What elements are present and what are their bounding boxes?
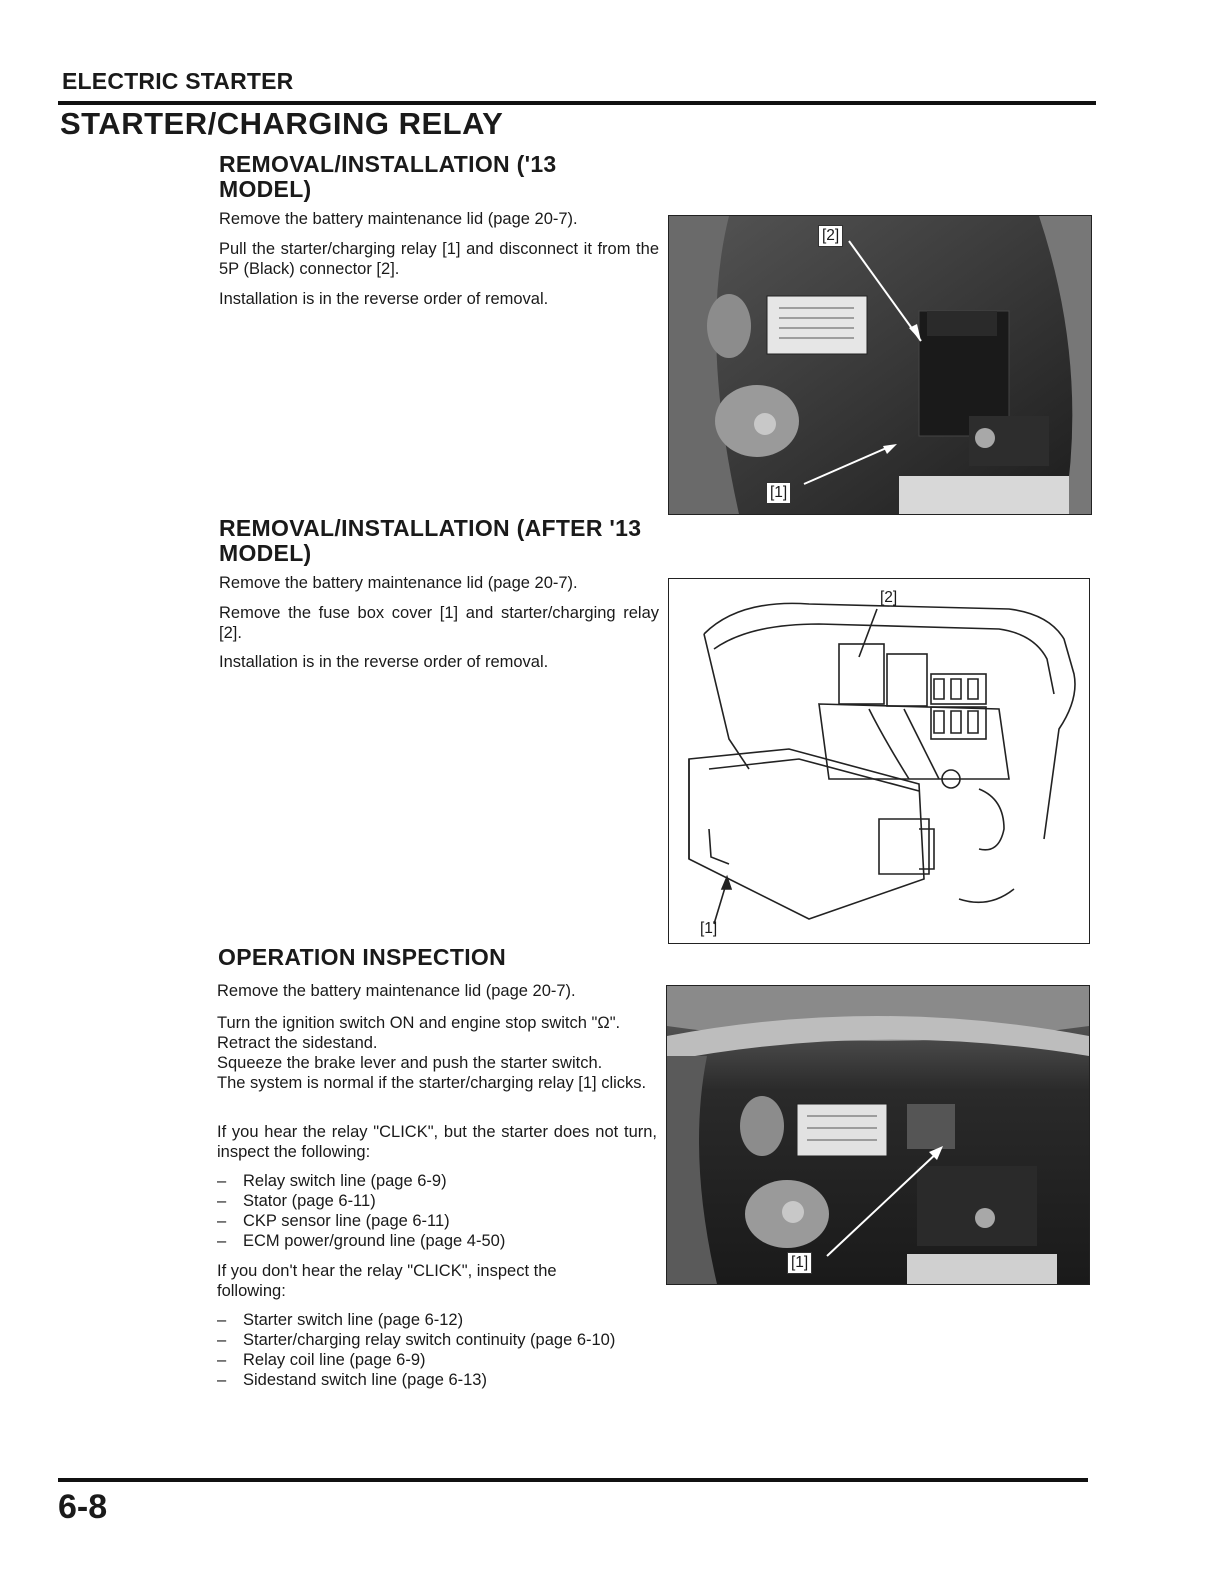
inspection-list-click: [217, 1171, 657, 1251]
paragraph: Squeeze the brake lever and push the starter switch.: [217, 1054, 603, 1072]
paragraph: Turn the ignition switch ON and engine stop switch "Ω".: [217, 1014, 621, 1032]
photo-operation-inspection: [666, 985, 1090, 1285]
callout-fuse-box-cover: [1]: [700, 920, 718, 937]
list-item: – Stator (page 6-11): [217, 1191, 657, 1211]
section-header: ELECTRIC STARTER: [62, 68, 294, 94]
list-item: – Starter switch line (page 6-12): [217, 1310, 677, 1330]
callout-connector: [2]: [818, 225, 843, 247]
heading-removal-13: REMOVAL/INSTALLATION ('13 MODEL): [219, 151, 557, 202]
page-number: 6-8: [58, 1488, 108, 1526]
heading-operation-inspection: OPERATION INSPECTION: [218, 944, 506, 970]
paragraph: If you hear the relay "CLICK", but the starter does not turn, inspect the following:: [217, 1123, 657, 1161]
paragraph: Retract the sidestand.: [217, 1034, 378, 1052]
drawing-fuse-box: [668, 578, 1090, 944]
inspection-list-no-click: [217, 1310, 677, 1390]
line-drawing: [669, 579, 1089, 943]
step-text: Installation is in the reverse order of removal.: [219, 290, 549, 308]
step-text: Remove the battery maintenance lid (page 20-7).: [219, 574, 578, 592]
photo-relay-13-model: [668, 215, 1092, 515]
list-item: – ECM power/ground line (page 4-50): [217, 1231, 657, 1251]
list-item: – CKP sensor line (page 6-11): [217, 1211, 657, 1231]
list-item: – Starter/charging relay switch continuity (page 6-10): [217, 1330, 677, 1350]
list-item: – Relay switch line (page 6-9): [217, 1171, 657, 1191]
page-title: STARTER/CHARGING RELAY: [60, 106, 504, 141]
step-text: Installation is in the reverse order of removal.: [219, 653, 549, 671]
photo-illustration: [667, 986, 1089, 1284]
step-text: Pull the starter/charging relay [1] and disconnect it from the 5P (Black) connector [2].: [219, 240, 659, 278]
callout-relay: [1]: [766, 482, 791, 504]
paragraph: Remove the battery maintenance lid (page 20-7).: [217, 982, 576, 1000]
footer-rule: [58, 1478, 1088, 1482]
step-text: Remove the fuse box cover [1] and starter/charging relay [2].: [219, 604, 659, 642]
list-item: – Relay coil line (page 6-9): [217, 1350, 677, 1370]
paragraph: If you don't hear the relay "CLICK", inspect the following:: [217, 1262, 557, 1300]
paragraph: The system is normal if the starter/charging relay [1] clicks.: [217, 1074, 647, 1092]
step-text: Remove the battery maintenance lid (page 20-7).: [219, 210, 578, 228]
list-item: – Sidestand switch line (page 6-13): [217, 1370, 677, 1390]
callout-relay: [1]: [787, 1252, 812, 1274]
photo-illustration: [669, 216, 1091, 514]
header-rule: [58, 101, 1096, 105]
heading-removal-after-13: REMOVAL/INSTALLATION (AFTER '13 MODEL): [219, 515, 642, 566]
callout-relay: [2]: [880, 589, 898, 606]
